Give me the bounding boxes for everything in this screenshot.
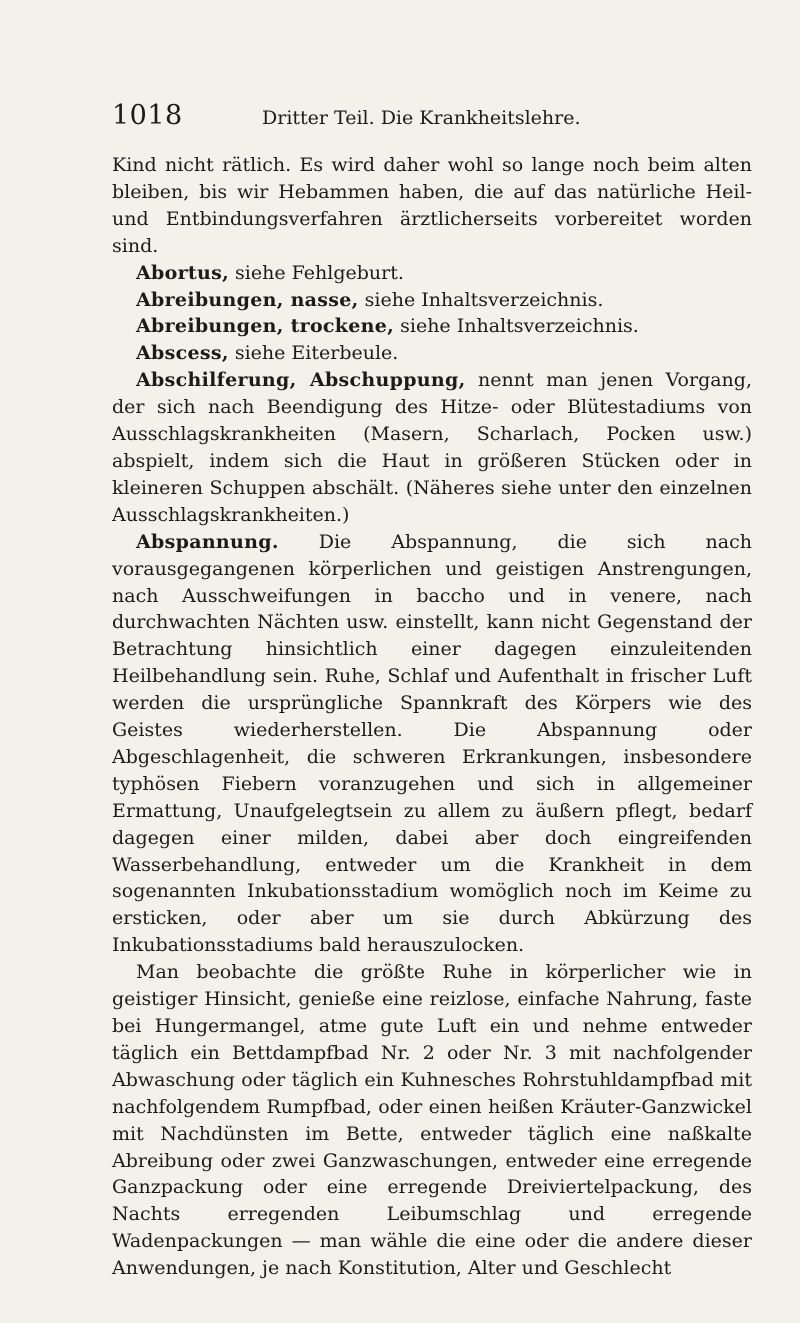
entry-keyword: Abscess,	[136, 342, 229, 365]
entry-text: Die Abspannung, die sich nach vorausgegangenen körperlichen und geistigen Anstrengungen, nach Ausschweifungen in baccho und in venere, nach durchwachten Nächten usw. einstellt, kann nicht Gegenstand der Betrachtung hinsichtlich einer dagegen einzuleitenden Heilbehandlung sein. Ruhe, Schlaf und Aufenthalt in frischer Luft werden die ursprüngliche Spannkraft des Körpers wie des Geistes wiederherstellen. Die Abspannung oder Abgeschlagenheit, die schweren Erkrankungen, insbesondere typhösen Fiebern voranzugehen und sich in allgemeiner Ermattung, Unaufgelegtsein zu allem zu äußern pflegt, bedarf dagegen einer milden, dabei aber doch eingreifenden Wasserbehandlung, entweder um die Krankheit in dem sogenannten Inkubationsstadium womöglich noch im Keime zu ersticken, oder aber um sie durch Abkürzung des Inkubationsstadiums bald herauszulocken.	[112, 530, 752, 957]
entry-text: nennt man jenen Vorgang, der sich nach Beendigung des Hitze- oder Blütestadiums von Ausschlagskrankheiten (Masern, Scharlach, Pocken usw.) abspielt, indem sich die Haut in größeren Stücken oder in kleineren Schuppen abschält. (Näheres siehe unter den einzelnen Ausschlagskrankheiten.)	[112, 369, 752, 526]
entry-abortus	[112, 260, 752, 287]
running-head: Dritter Teil. Die Krankheitslehre.	[262, 107, 581, 129]
page-header	[112, 100, 752, 144]
paragraph-continuation: Kind nicht rätlich. Es wird daher wohl so lange noch beim alten bleiben, bis wir Hebammen haben, die auf das natürliche Heil- und Entbindungsverfahren ärztlicherseits vorbereitet worden sind.	[112, 154, 752, 257]
entry-text: siehe Eiterbeule.	[228, 342, 399, 365]
page-number: 1018	[112, 100, 183, 131]
entry-text: siehe Inhaltsverzeichnis.	[358, 288, 604, 311]
body-text	[112, 152, 752, 1282]
entry-abscess	[112, 340, 752, 367]
entry-abreibungen-trockene	[112, 313, 752, 340]
entry-abschilferung	[112, 367, 752, 528]
entry-keyword: Abspannung.	[136, 530, 279, 553]
entry-abreibungen-nasse	[112, 287, 752, 314]
entry-keyword: Abortus,	[136, 261, 230, 284]
entry-keyword: Abreibungen, nasse,	[136, 288, 359, 311]
book-page	[112, 100, 752, 1282]
entry-keyword: Abreibungen, trockene,	[136, 315, 395, 338]
entry-text: siehe Inhaltsverzeichnis.	[394, 315, 639, 338]
paragraph-treatment: Man beobachte die größte Ruhe in körperlicher wie in geistiger Hinsicht, genieße eine reizlose, einfache Nahrung, faste bei Hungermangel, atme gute Luft ein und nehme entweder täglich ein Bettdampfbad Nr. 2 oder Nr. 3 mit nachfolgender Abwaschung oder täglich ein Kuhnesches Rohrstuhldampfbad mit nachfolgendem Rumpfbad, oder einen heißen Kräuter-Ganzwickel mit Nachdünsten im Bette, entweder täglich eine naßkalte Abreibung oder zwei Ganzwaschungen, entweder eine erregende Ganzpackung oder eine erregende Dreiviertelpackung, des Nachts erregenden Leibumschlag und erregende Wadenpackungen — man wähle die eine oder die andere dieser Anwendungen, je nach Konstitution, Alter und Geschlecht	[112, 961, 752, 1280]
entry-keyword: Abschilferung, Abschuppung,	[136, 369, 466, 392]
entry-text: siehe Fehlgeburt.	[229, 261, 404, 284]
entry-abspannung	[112, 529, 752, 960]
